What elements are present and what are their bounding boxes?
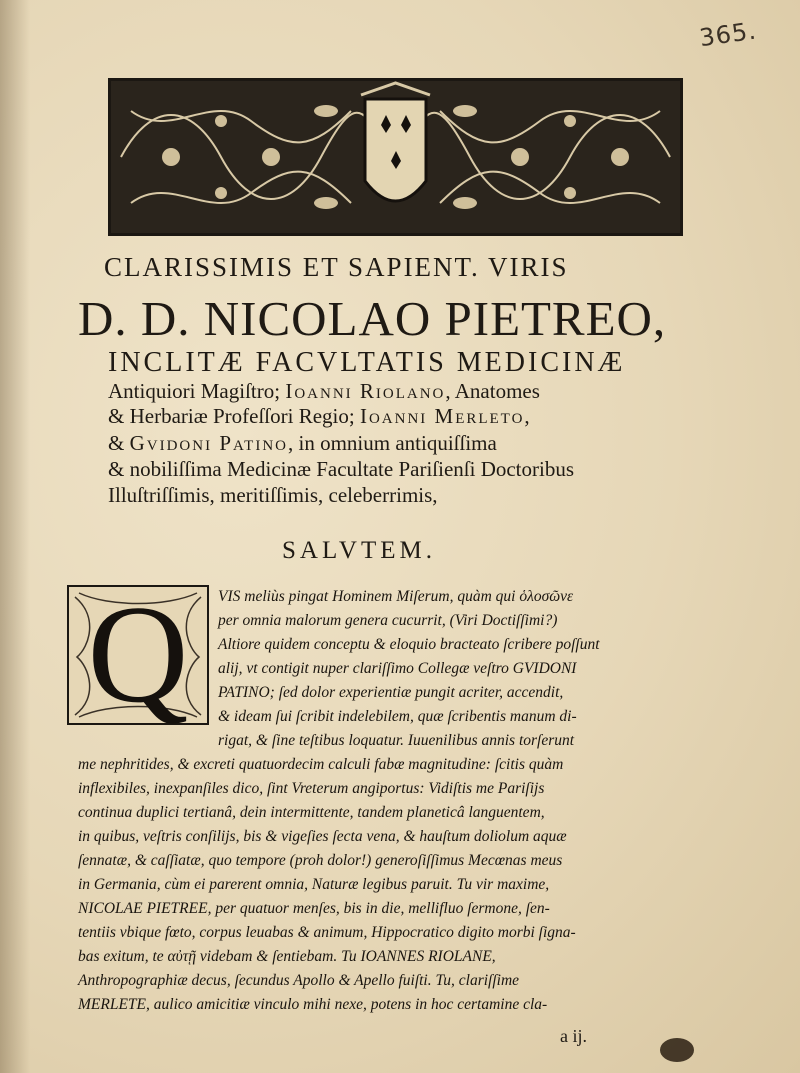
heading-line-4-a: Antiquiori Magiſtro; — [108, 379, 286, 403]
heading-merleto: Ioanni Merleto — [359, 404, 525, 428]
body-line-6: & ideam ſui ſcribit indelebilem, quæ ſcribentis manum di- — [218, 708, 577, 725]
heading-dedication: CLARISSIMIS ET SAPIENT. VIRIS — [104, 252, 569, 282]
body-line-7: rigat, & ſine teſtibus loquatur. Iuuenilibus annis torſerunt — [218, 732, 575, 749]
body-line-1: VIS meliùs pingat Hominem Miſerum, quàm qui ὁλοσῶνε — [218, 588, 574, 605]
heading-riolano: Ioanni Riolano — [285, 379, 446, 403]
ink-stain — [660, 1038, 694, 1062]
heading-line-7: & nobiliſſima Medicinæ Facultate Pariſienſi Doctoribus — [108, 457, 575, 481]
heading-line-6-c: , in omnium antiquiſſima — [288, 431, 497, 455]
signature-mark: a ij. — [560, 1026, 587, 1046]
body-line-4: alij, vt contigit nuper clariſſimo Collegæ veſtro GVIDONI — [218, 660, 577, 677]
heading-name: D. D. NICOLAO PIETREO, — [78, 291, 667, 346]
body-line-11: in quibus, veſtris conſilijs, bis & vigeſies ſecta vena, & hauſtum doliolum aquæ — [78, 828, 567, 845]
decorative-headpiece — [108, 78, 683, 236]
body-line-16: bas exitum, te αὐτῇ videbam & ſentiebam. Tu IOANNES RIOLANE, — [78, 948, 496, 965]
body-line-3: Altiore quidem conceptu & eloquio bracteato ſcribere poſſunt — [218, 636, 600, 653]
heading-line-5-a: & Herbariæ Profeſſori Regio; — [108, 404, 360, 428]
body-line-15: tentiis vbique fœto, corpus leuabas & animum, Hippocratico digito morbi ſigna- — [78, 924, 576, 941]
heading-line-5-c: , — [524, 404, 530, 428]
body-line-5: PATINO; ſed dolor experientiæ pungit acriter, accendit, — [218, 684, 564, 701]
headpiece-ornament-icon — [111, 81, 680, 233]
heading-faculty: INCLITÆ FACVLTATIS MEDICINÆ — [108, 347, 626, 378]
heading-line-6-a: & — [108, 431, 130, 455]
body-line-13: in Germania, cùm ei parerent omnia, Naturæ legibus paruit. Tu vir maxime, — [78, 876, 550, 893]
body-line-12: ſennatæ, & caſſiatæ, quo tempore (proh dolor!) generoſiſſimus Mecœnas meus — [78, 852, 563, 869]
initial-letter: Q — [87, 577, 189, 732]
salutation: SALVTEM. — [282, 537, 437, 564]
body-line-10: continua duplici tertianâ, dein intermittente, tandem planeticâ languentem, — [78, 804, 545, 821]
body-line-8: me nephritides, & excreti quatuordecim calculi fabæ magnitudine: ſcitis quàm — [78, 756, 564, 773]
body-line-17: Anthropographiæ decus, ſecundus Apollo & Apello fuiſti. Tu, clariſſime — [78, 972, 520, 989]
body-line-18: MERLETE, aulico amicitiæ vinculo mihi nexe, potens in hoc certamine cla- — [78, 996, 548, 1013]
heading-line-6 — [108, 431, 497, 456]
body-line-2: per omnia malorum genera cucurrit, (Viri Doctiſſimi?) — [218, 612, 558, 629]
heading-line-5 — [108, 404, 530, 429]
page-edge-shadow — [0, 0, 30, 1073]
heading-line-8: Illuſtriſſimis, meritiſſimis, celeberrimis, — [108, 483, 438, 507]
decorated-initial — [67, 577, 209, 732]
heading-line-4-c: , Anatomes — [445, 379, 540, 403]
heading-line-4 — [108, 379, 540, 404]
heading-patino: Gvidoni Patino — [129, 431, 289, 455]
body-line-9: inflexibiles, inexpanſiles dico, ſint Vreterum angiportus: Vidiſtis me Pariſijs — [78, 780, 545, 797]
body-line-14: NICOLAE PIETREE, per quatuor menſes, bis in die, mellifluo ſermone, ſen- — [78, 900, 550, 917]
page-number: 365. — [697, 16, 759, 53]
